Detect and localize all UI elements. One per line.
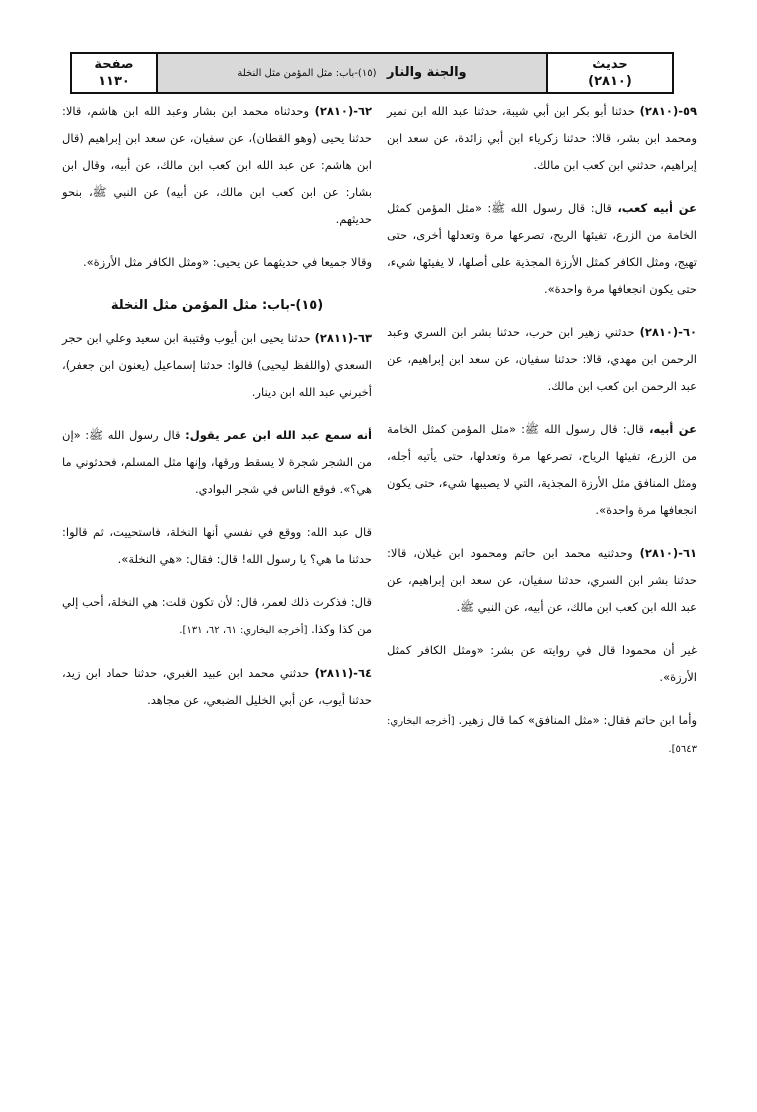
hadith-61-note-2	[387, 707, 697, 763]
page-header	[70, 52, 674, 94]
hadith-number-label: ٥٩-(٢٨١٠)	[639, 104, 698, 118]
hadith-text: قال رسول الله ﷺ: «إن من الشجر شجرة لا يسقط ورقها، وإنها مثل المسلم، فحدثوني ما هي؟». فوقع الناس في شجر البوادي.	[62, 428, 372, 496]
hadith-text: وأما ابن حاتم فقال: «مثل المنافق» كما قال زهير.	[458, 713, 697, 727]
hadith-text: قال عبد الله: ووقع في نفسي أنها النخلة، فاستحييت، ثم قالوا: حدثنا ما هي؟ يا رسول الله! قال: فقال: «هي النخلة».	[62, 525, 372, 566]
hadith-62	[62, 98, 372, 233]
hadith-number-label: ٦٠-(٢٨١٠)	[639, 325, 697, 339]
hadith-number-label: ٦٣-(٢٨١١)	[314, 331, 372, 345]
hadith-63	[62, 325, 372, 406]
hadith-label: حديث	[592, 57, 628, 72]
hadith-text: قال: قال رسول الله ﷺ: «مثل المؤمن كمثل الخامة من الزرع، تفيئها الرياح، تصرعها مرة وتعدلها، حتى يأتيه أجله، ومثل المنافق مثل الأرزة المجذية، التي لا يصيبها شيء، حتى يكون انجعافها مرة واحدة».	[387, 422, 697, 517]
hadith-text: وحدثنيه محمد ابن حاتم ومحمود ابن غيلان، قالا: حدثنا بشر ابن السري، حدثنا سفيان، عن سعد ابن إبراهيم، عن عبد الله ابن كعب ابن مالك، عن أبيه، عن النبي ﷺ.	[387, 546, 697, 614]
hadith-number-box	[546, 54, 672, 92]
narrator-lead: عن أبيه كعب،	[617, 201, 697, 215]
hadith-59	[387, 98, 697, 179]
chapter-title-bar	[158, 54, 546, 92]
hadith-62-note	[62, 249, 372, 276]
page-number: ١١٣٠	[98, 74, 130, 89]
narrator-lead: عن أبيه،	[649, 422, 698, 436]
chapter-heading: (١٥)-باب: مثل المؤمن مثل النخلة	[110, 298, 324, 313]
hadith-text: حدثنا يحيى ابن أيوب وقتيبة ابن سعيد وعلي ابن حجر السعدي (واللفظ ليحيى) قالوا: حدثنا إسماعيل (يعنون ابن جعفر)، أخبرني عبد الله ابن دينار.	[62, 331, 372, 399]
hadith-text: حدثنا أبو بكر ابن أبي شيبة، حدثنا عبد الله ابن نمير ومحمد ابن بشر، قالا: حدثنا زكرياء ابن أبي زائدة، عن سعد ابن إبراهيم، حدثني ابن كعب ابن مالك.	[387, 104, 697, 172]
hadith-63-continuation	[62, 519, 372, 573]
hadith-number-label: ٦١-(٢٨١٠)	[639, 546, 697, 560]
page-label: صفحة	[94, 57, 134, 72]
hadith-60-matn	[387, 416, 697, 524]
right-column	[387, 98, 697, 773]
page-number-box	[72, 54, 158, 92]
chapter-subtitle: (١٥)-باب: مثل المؤمن مثل النخلة	[237, 68, 377, 79]
left-column	[62, 98, 372, 730]
takhrij-reference: [أخرجه البخاري: ٥٦٤٣].	[387, 716, 697, 755]
chapter-title: والجنة والنار	[387, 65, 467, 80]
hadith-61-note	[387, 637, 697, 691]
hadith-64	[62, 660, 372, 714]
hadith-63-matn	[62, 422, 372, 503]
takhrij-reference: [أخرجه البخاري: ٦١، ٦٢، ١٣١].	[179, 625, 308, 636]
hadith-text: وحدثناه محمد ابن بشار وعبد الله ابن هاشم، قالا: حدثنا يحيى (وهو القطان)، عن سفيان، عن سعد ابن إبراهيم (قال ابن هاشم: عن عبد الله ابن كعب ابن مالك، عن أبيه، وقال ابن بشار: عن ابن كعب ابن مالك، عن أبيه) عن النبي ﷺ، بنحو حديثهم.	[62, 104, 372, 226]
hadith-text: قال: قال رسول الله ﷺ: «مثل المؤمن كمثل الخامة من الزرع، تفيئها الريح، تصرعها مرة وتعدلها أخرى، حتى تهيج، ومثل الكافر كمثل الأرزة المجذية على أصلها، لا يفيئها شيء، حتى يكون انجعافها مرة واحدة».	[387, 201, 697, 296]
hadith-63-ending	[62, 589, 372, 644]
hadith-number-label: ٦٤-(٢٨١١)	[314, 666, 372, 680]
hadith-text: حدثني زهير ابن حرب، حدثنا بشر ابن السري وعبد الرحمن ابن مهدي، قالا: حدثنا سفيان، عن سعد ابن إبراهيم، عن عبد الرحمن ابن كعب ابن مالك.	[387, 325, 697, 393]
hadith-number-label: ٦٢-(٢٨١٠)	[314, 104, 373, 118]
hadith-text: قال: فذكرت ذلك لعمر، قال: لأن تكون قلت: هي النخلة، أحب إلي من كذا وكذا.	[62, 595, 372, 636]
hadith-60	[387, 319, 697, 400]
narrator-lead: أنه سمع عبد الله ابن عمر يقول:	[185, 428, 372, 442]
hadith-59-matn	[387, 195, 697, 303]
hadith-number: (٢٨١٠)	[588, 74, 632, 89]
hadith-text: حدثني محمد ابن عبيد الغبري، حدثنا حماد ابن زيد، حدثنا أيوب، عن أبي الخليل الضبعي، عن مجاهد.	[62, 666, 372, 707]
hadith-text: غير أن محمودا قال في روايته عن بشر: «ومثل الكافر كمثل الأرزة».	[387, 643, 697, 684]
hadith-61	[387, 540, 697, 621]
hadith-text: وقالا جميعا في حديثهما عن يحيى: «ومثل الكافر مثل الأرزة».	[82, 255, 372, 269]
